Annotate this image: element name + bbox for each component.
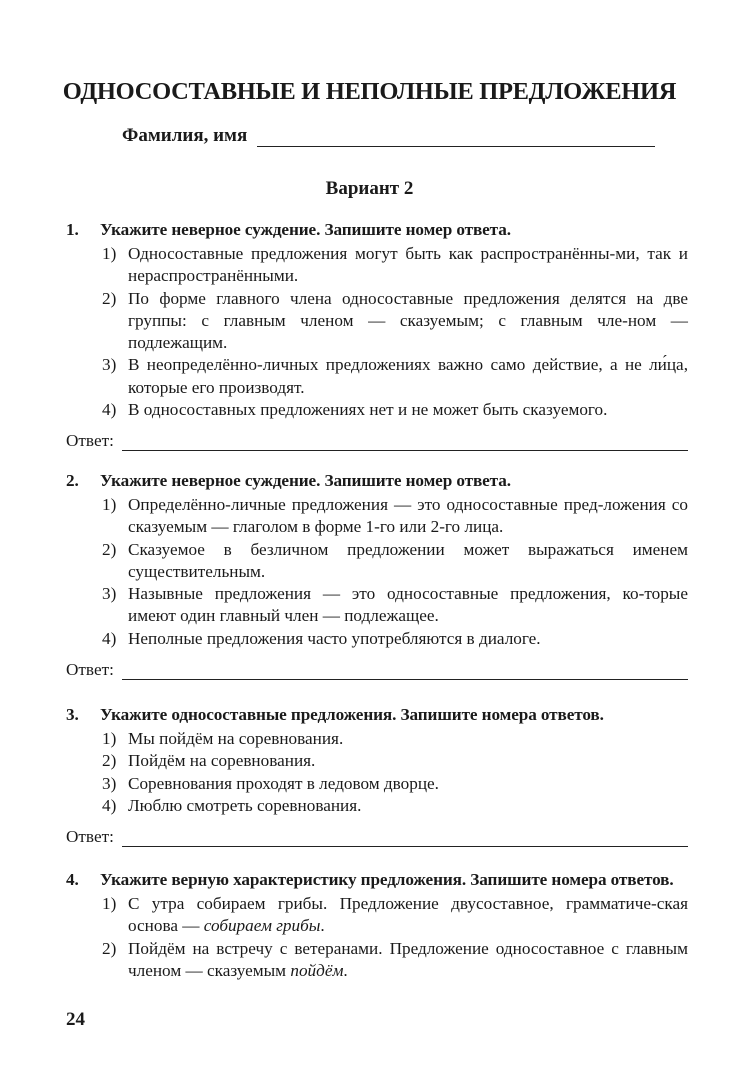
option-text: Мы пойдём на соревнования. xyxy=(128,729,344,748)
option xyxy=(102,773,688,795)
option-text: Сказуемое в безличном предложении может выражаться именем существительным. xyxy=(128,539,688,581)
task-number: 1. xyxy=(66,220,79,239)
options-list xyxy=(102,728,688,817)
option xyxy=(102,893,688,938)
task-prompt xyxy=(66,704,688,726)
task-number: 2. xyxy=(66,471,79,490)
option-text xyxy=(128,938,688,983)
task-prompt-text: Укажите неверное суждение. Запишите номер ответа. xyxy=(100,471,511,490)
option-number: 4) xyxy=(102,628,117,648)
option-number: 1) xyxy=(102,729,117,748)
option-number: 2) xyxy=(102,751,117,771)
task-2 xyxy=(66,470,688,680)
option-text: Определённо-личные предложения — это односоставные пред-ложения со сказуемым — глаголом в форме 1-го или 2-го лица. xyxy=(128,495,688,537)
answer-label: Ответ: xyxy=(66,431,114,451)
option xyxy=(102,288,688,355)
option-number: 2) xyxy=(102,938,117,958)
page-title: ОДНОСОСТАВНЫЕ И НЕПОЛНЫЕ ПРЕДЛОЖЕНИЯ xyxy=(62,78,677,105)
options-list xyxy=(102,494,688,650)
option xyxy=(102,795,688,817)
answer-row xyxy=(66,431,688,451)
option-text-italic: собираем грибы xyxy=(203,916,321,936)
option-text-main: Пойдём на встречу с ветеранами. Предложение односоставное с главным членом — сказуемым xyxy=(128,938,688,980)
option-number: 3) xyxy=(102,584,117,604)
option-number: 1) xyxy=(102,244,117,263)
option-text: По форме главного члена односоставные предложения делятся на две группы: с главным членом — сказуемым; с главным чле-ном — подлежащим. xyxy=(128,288,688,353)
task-number: 4. xyxy=(66,870,79,889)
task-4 xyxy=(66,869,688,982)
answer-input-line[interactable] xyxy=(122,434,688,451)
answer-label: Ответ: xyxy=(66,660,114,680)
option-number: 3) xyxy=(102,355,117,375)
answer-input-line[interactable] xyxy=(122,663,688,680)
page-number: 24 xyxy=(66,1009,85,1030)
option-number: 4) xyxy=(102,795,117,815)
option-text: Люблю смотреть соревнования. xyxy=(128,795,362,815)
name-label: Фамилия, имя xyxy=(122,125,248,146)
option-number: 2) xyxy=(102,288,117,308)
option xyxy=(102,728,688,750)
option xyxy=(102,243,688,288)
option xyxy=(102,354,688,399)
option-text: В неопределённо-личных предложениях важно само действие, а не ли́ца, которые его производят. xyxy=(128,355,688,397)
option-number: 4) xyxy=(102,400,117,420)
name-field-row xyxy=(122,125,655,147)
option-text-main: С утра собираем грибы. Предложение двусоставное, грамматиче-ская основа — xyxy=(128,894,688,936)
variant-heading: Вариант 2 xyxy=(325,178,414,199)
option xyxy=(102,750,688,772)
option xyxy=(102,628,688,650)
answer-row xyxy=(66,660,688,680)
task-prompt xyxy=(66,869,688,891)
task-prompt-text: Укажите неверное суждение. Запишите номер ответа. xyxy=(100,220,511,239)
options-list xyxy=(102,243,688,421)
answer-input-line[interactable] xyxy=(122,830,688,847)
option xyxy=(102,583,688,628)
name-input-line[interactable] xyxy=(257,128,655,147)
task-prompt xyxy=(66,219,688,241)
task-prompt xyxy=(66,470,688,492)
option-number: 3) xyxy=(102,773,117,793)
options-list xyxy=(102,893,688,982)
answer-label: Ответ: xyxy=(66,827,114,847)
task-prompt-text: Укажите односоставные предложения. Запишите номера ответов. xyxy=(100,705,604,724)
task-prompt-text: Укажите верную характеристику предложения. Запишите номера ответов. xyxy=(100,870,674,889)
task-1 xyxy=(66,219,688,451)
task-3 xyxy=(66,704,688,847)
option-text-italic: пойдём xyxy=(290,960,344,980)
option xyxy=(102,938,688,983)
answer-row xyxy=(66,827,688,847)
option xyxy=(102,399,688,421)
option-text: Пойдём на соревнования. xyxy=(128,751,316,771)
option xyxy=(102,539,688,584)
option-text-tail: . xyxy=(343,960,348,980)
option-text xyxy=(128,893,688,938)
option-text-tail: . xyxy=(320,916,325,936)
option-text: Назывные предложения — это односоставные предложения, ко-торые имеют один главный член — подлежащее. xyxy=(128,584,688,626)
option xyxy=(102,494,688,539)
option-number: 2) xyxy=(102,539,117,559)
option-text: Соревнования проходят в ледовом дворце. xyxy=(128,773,439,793)
option-number: 1) xyxy=(102,894,117,913)
option-text: В односоставных предложениях нет и не может быть сказуемого. xyxy=(128,400,608,420)
task-number: 3. xyxy=(66,705,79,724)
option-text: Односоставные предложения могут быть как распространённы-ми, так и нераспространёнными. xyxy=(128,244,688,286)
option-number: 1) xyxy=(102,495,117,514)
option-text: Неполные предложения часто употребляются в диалоге. xyxy=(128,628,541,648)
